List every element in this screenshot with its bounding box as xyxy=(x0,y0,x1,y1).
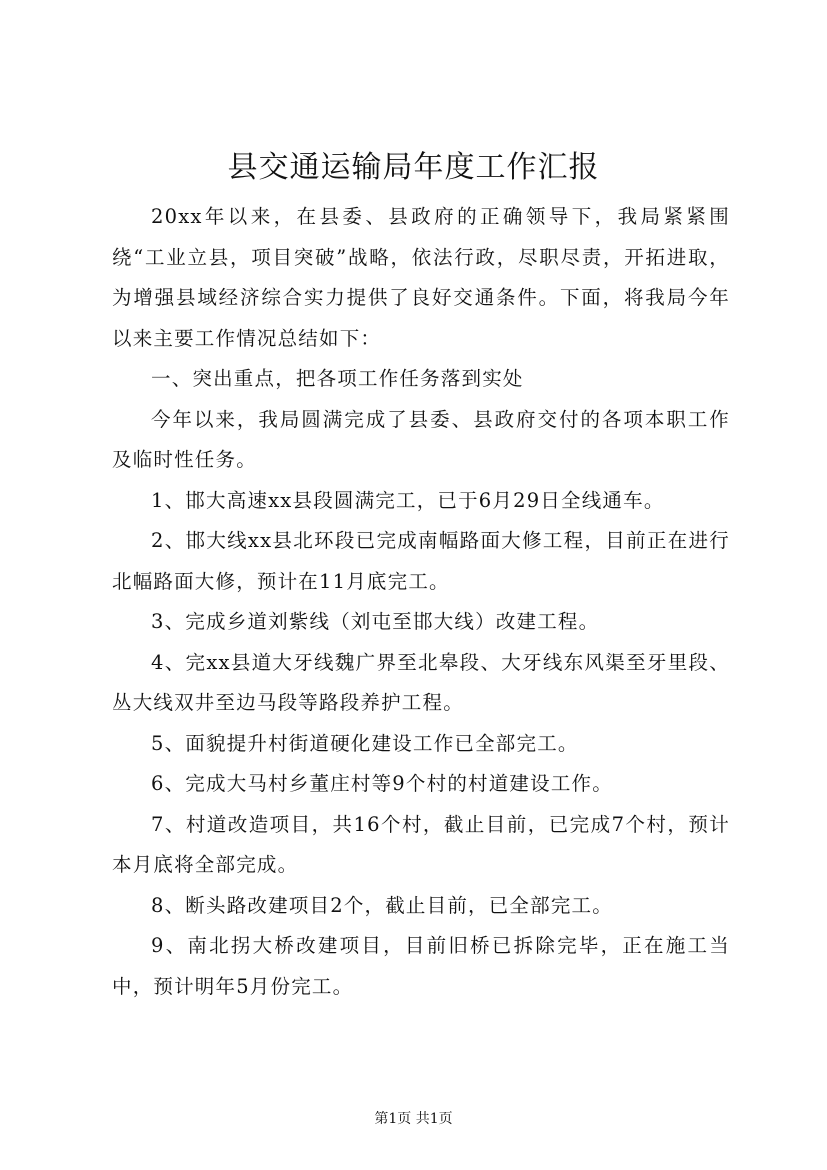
section-summary-paragraph: 今年以来，我局圆满完成了县委、县政府交付的各项本职工作及临时性任务。 xyxy=(112,407,730,471)
list-item: 5、面貌提升村街道硬化建设工作已全部完工。 xyxy=(151,731,579,755)
list-item: 9、南北拐大桥改建项目，目前旧桥已拆除完毕，正在施工当中，预计明年5月份完工。 xyxy=(112,934,730,998)
list-item: 1、邯大高速xx县段圆满完工，已于6月29日全线通车。 xyxy=(151,488,665,512)
list-item: 3、完成乡道刘紫线（刘屯至邯大线）改建工程。 xyxy=(151,610,600,633)
list-item: 4、完xx县道大牙线魏广界至北皋段、大牙线东风渠至牙里段、丛大线双井至边马段等路段养护工程。 xyxy=(112,650,730,714)
list-item: 7、村道改造项目，共16个村，截止目前，已完成7个村，预计本月底将全部完成。 xyxy=(112,812,730,876)
intro-paragraph: 20xx年以来，在县委、县政府的正确领导下，我局紧紧围绕“工业立县，项目突破”战略，依法行政，尽职尽责，开拓进取，为增强县域经济综合实力提供了良好交通条件。下面，将我局今年以来主要工作情况总结如下： xyxy=(112,205,730,350)
document-title: 县交通运输局年度工作汇报 xyxy=(227,150,600,185)
list-item: 2、邯大线xx县北环段已完成南幅路面大修工程，目前正在进行北幅路面大修，预计在11月底完工。 xyxy=(112,529,730,593)
page-footer: 第1页 共1页 xyxy=(374,1111,453,1127)
section-heading: 一、突出重点，把各项工作任务落到实处 xyxy=(151,367,524,390)
document-body xyxy=(112,197,730,1007)
list-item: 6、完成大马村乡董庄村等9个村的村道建设工作。 xyxy=(151,772,613,795)
list-item: 8、断头路改建项目2个，截止目前，已全部完工。 xyxy=(151,893,613,917)
